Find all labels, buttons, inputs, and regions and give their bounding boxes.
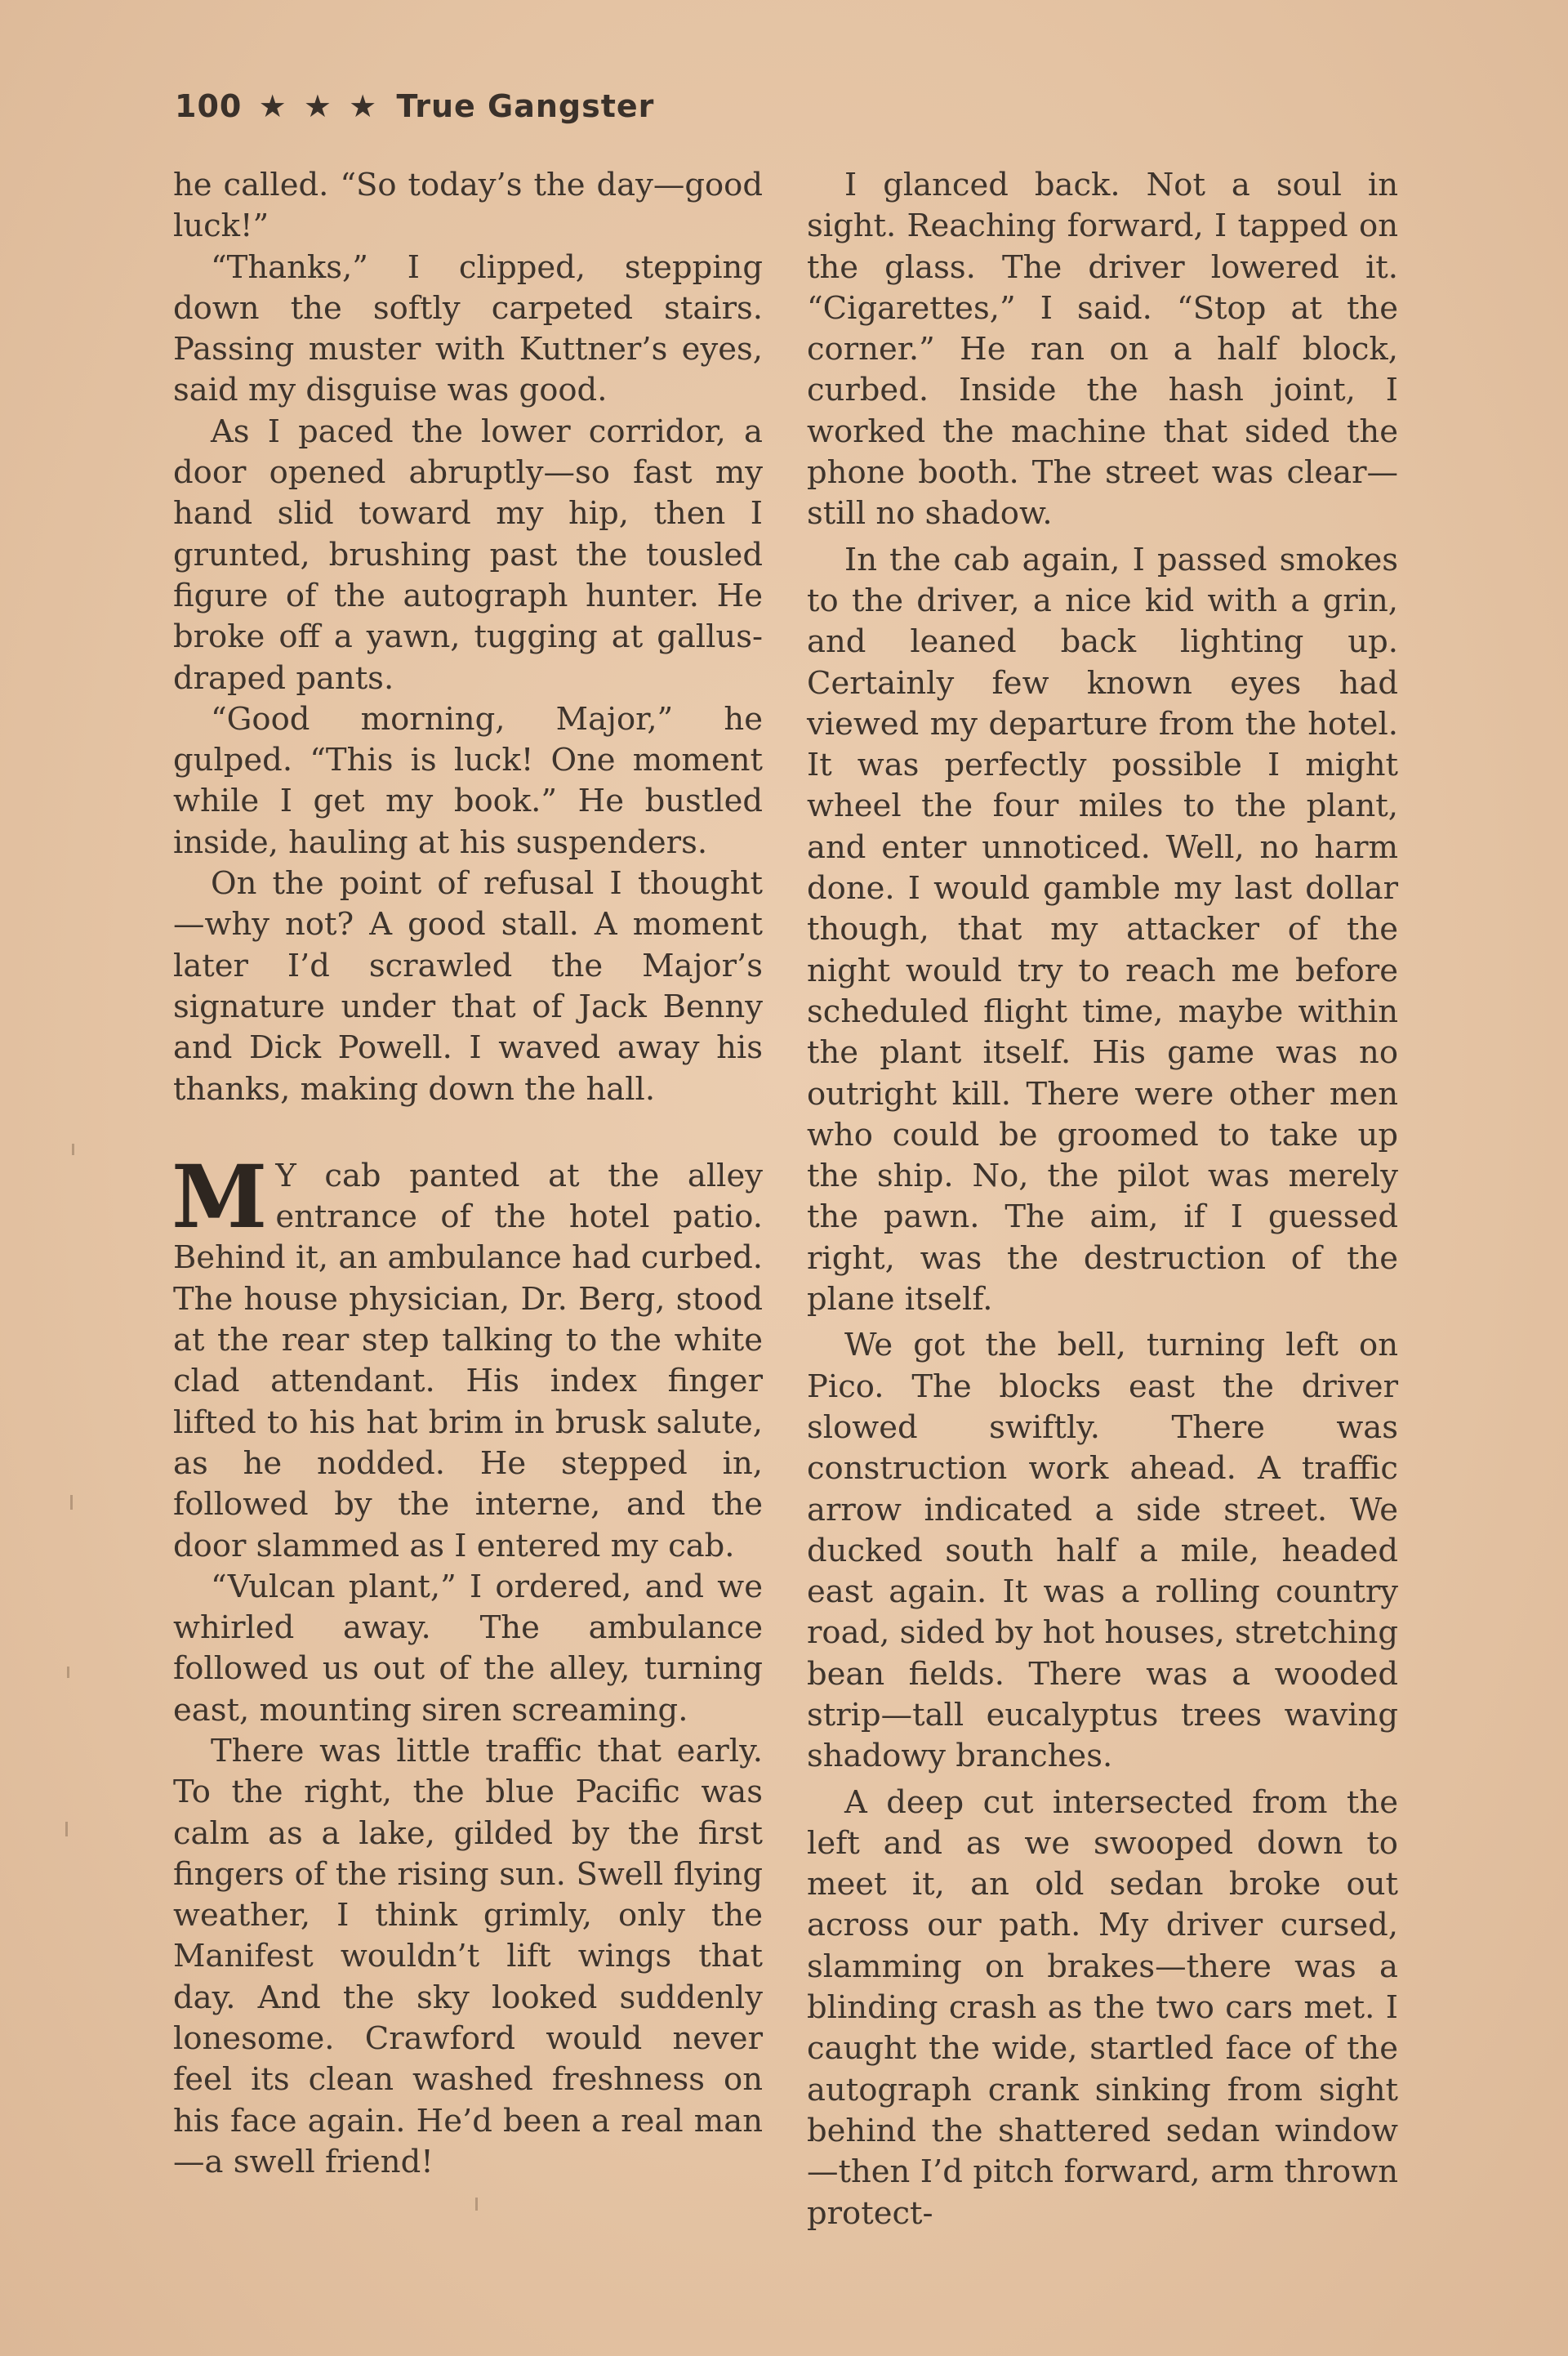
- paragraph: I glanced back. Not a soul in sight. Reaching forward, I tapped on the glass. The driver lowered it. “Cigarettes,” I said. “Stop at the corner.” He ran on a half block, curbed. Inside the hash joint, I worked the machine that sided the phone booth. The street was clear—still no shadow.: [807, 167, 1398, 533]
- paragraph: On the point of refusal I thought —why not? A good stall. A moment later I’d scrawled the Major’s signature under that of Jack Benny and Dick Powell. I waved away his thanks, making down the hall.: [173, 865, 763, 1108]
- right-column: [807, 165, 1398, 2234]
- paper-speck: [475, 2198, 478, 2211]
- paragraph: As I paced the lower corridor, a door opened abruptly—so fast my hand slid toward my hip, then I grunted, brushing past the tousled figure of the autograph hunter. He broke off a yawn, tugging at gallus-draped pants.: [173, 413, 763, 697]
- paper-speck: [70, 1495, 73, 1510]
- page-header: [175, 88, 654, 124]
- page-number: 100: [175, 88, 243, 124]
- magazine-title: True Gangster: [396, 88, 655, 124]
- paragraph: A deep cut intersected from the left and as we swooped down to meet it, an old sedan broke out across our path. My driver cursed, slamming on brakes—there was a blinding crash as the two cars met. I caught the wide, startled face of the autograph crank sinking from sight behind the shattered sedan window—then I’d pitch forward, arm thrown protect-: [807, 1783, 1398, 2232]
- paragraph-text: Y cab panted at the alley entrance of the hotel patio. Behind it, an ambulance had curbed. The house physician, Dr. Berg, stood at the rear step talking to the white clad attendant. His index finger lifted to his hat brim in brusk salute, as he nodded. He stepped in, followed by the interne, and the door slammed as I entered my cab.: [173, 1157, 763, 1564]
- drop-cap: M: [172, 1145, 268, 1247]
- paper-speck: [65, 1822, 68, 1836]
- paragraph: In the cab again, I passed smokes to the driver, a nice kid with a grin, and leaned back lighting up. Certainly few known eyes had viewed my departure from the hotel. It was perfectly possible I might wheel the four miles to the plant, and enter unnoticed. Well, no harm done. I would gamble my last dollar though, that my attacker of the night would try to reach me before scheduled flight time, maybe within the plant itself. His game was no outright kill. There were other men who could be groomed to take up the ship. No, the pilot was merely the pawn. The aim, if I guessed right, was the destruction of the plane itself.: [807, 541, 1398, 1319]
- paper-speck: [72, 1144, 74, 1155]
- paper-speck: [67, 1667, 69, 1678]
- paragraph: “Good morning, Major,” he gulped. “This is luck! One moment while I get my book.” He bustled inside, hauling at his suspenders.: [173, 700, 763, 861]
- paragraph: he called. “So today’s the day—good luck!”: [173, 167, 763, 245]
- header-stars: ★ ★ ★: [258, 88, 381, 124]
- paragraph: “Vulcan plant,” I ordered, and we whirled away. The ambulance followed us out of the alley, turning east, mounting siren screaming.: [173, 1568, 763, 1729]
- paragraph: There was little traffic that early. To the right, the blue Pacific was calm as a lake, gilded by the first fingers of the rising sun. Swell flying weather, I think grimly, only the Manifest wouldn’t lift wings that day. And the sky looked suddenly lonesome. Crawford would never feel its clean washed freshness on his face again. He’d been a real man—a swell friend!: [173, 1732, 763, 2180]
- paragraph: “Thanks,” I clipped, stepping down the softly carpeted stairs. Passing muster with Kuttner’s eyes, said my disguise was good.: [173, 248, 763, 409]
- section-opening-paragraph: [172, 1145, 763, 1567]
- left-column: [173, 165, 763, 2183]
- paragraph: We got the bell, turning left on Pico. The blocks east the driver slowed swiftly. There was construction work ahead. A traffic arrow indicated a side street. We ducked south half a mile, headed east again. It was a rolling country road, sided by hot houses, stretching bean fields. There was a wooded strip—tall eucalyptus trees waving shadowy branches.: [807, 1327, 1398, 1775]
